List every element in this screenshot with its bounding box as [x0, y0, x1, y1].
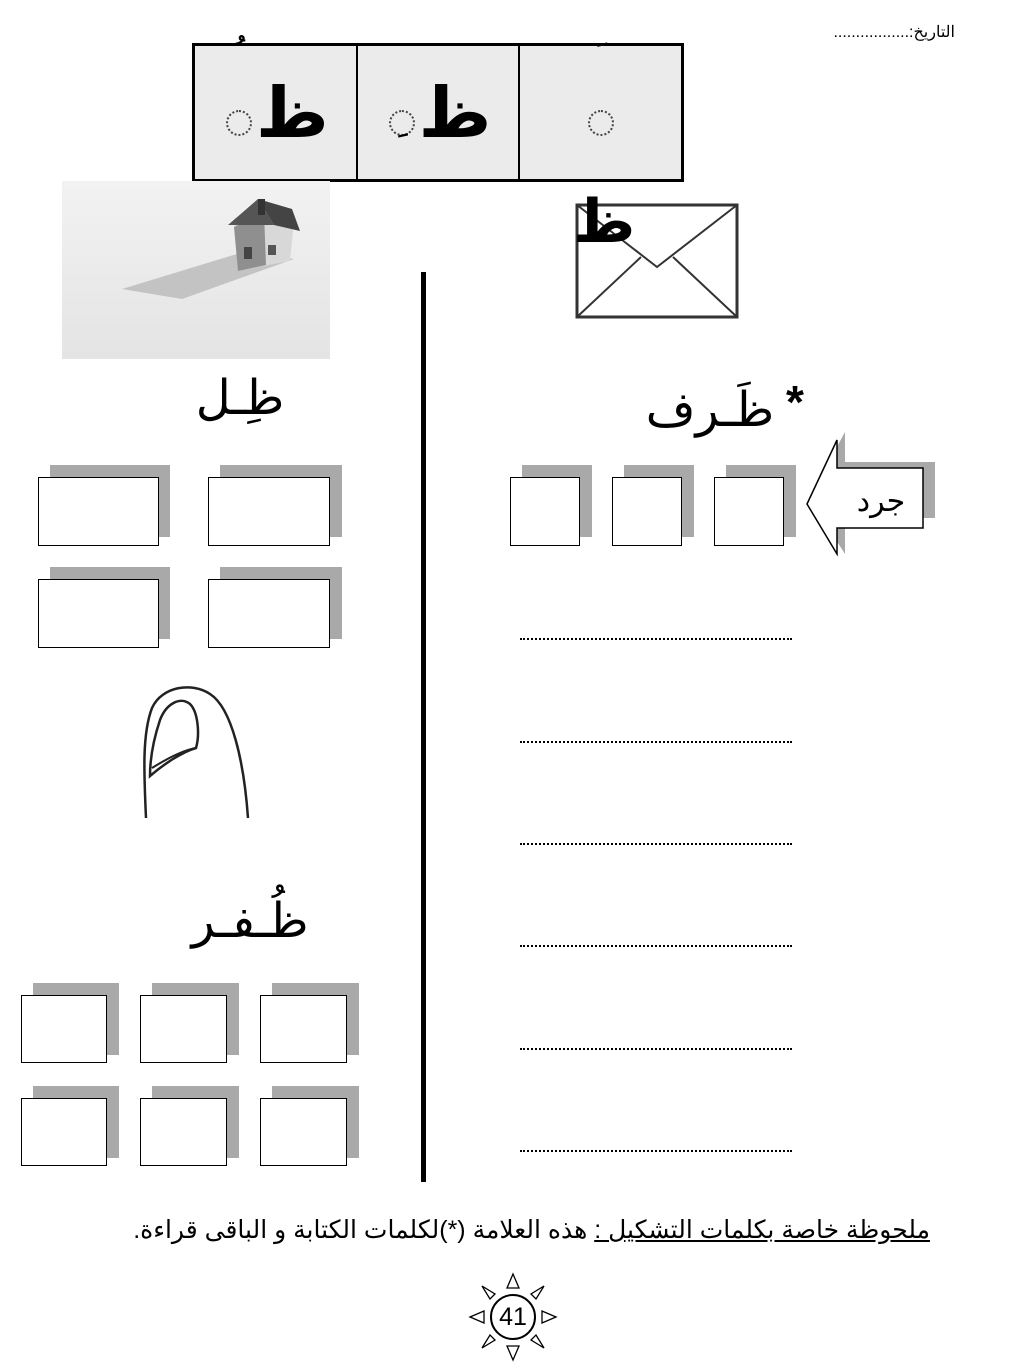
letter-box[interactable]	[510, 477, 580, 546]
letter-cell-kasra	[356, 46, 519, 179]
footer-note-text: هذه العلامة (*)لكلمات الكتابة و الباقى قراءة.	[133, 1216, 595, 1244]
answer-box[interactable]	[140, 995, 227, 1063]
dotted-circle-damma-icon	[222, 72, 256, 154]
page-number: 41	[499, 1303, 527, 1331]
letter-harakat-table	[192, 43, 684, 182]
letter-kasra: ظ	[418, 71, 492, 154]
envelope-image	[573, 187, 739, 319]
footer-note-heading: ملحوظة خاصة بكلمات التشكيل :	[594, 1216, 930, 1244]
fingernail-image	[140, 684, 255, 820]
dotted-circle-kasra-icon	[385, 72, 419, 154]
word-zufr: ظُـفـر	[191, 893, 309, 949]
envelope-letter: ظ	[573, 187, 636, 257]
writing-line[interactable]	[520, 1040, 792, 1050]
writing-line[interactable]	[520, 630, 792, 640]
page-number-badge	[468, 1272, 558, 1362]
answer-box[interactable]	[38, 477, 159, 546]
answer-box[interactable]	[260, 1098, 347, 1166]
writing-line[interactable]	[520, 733, 792, 743]
word-zarf: ظَـرف	[645, 382, 775, 438]
answer-box[interactable]	[140, 1098, 227, 1166]
date-field: التاريخ:.................	[833, 24, 955, 41]
writing-line[interactable]	[520, 1142, 792, 1152]
writing-line[interactable]	[520, 835, 792, 845]
letter-cell-fatha	[518, 46, 681, 179]
word-zil: ظِـل	[195, 370, 285, 426]
letter-cell-damma	[195, 46, 356, 179]
answer-box[interactable]	[208, 477, 330, 546]
answer-box[interactable]	[21, 995, 107, 1063]
letter-box[interactable]	[714, 477, 784, 546]
answer-box[interactable]	[38, 579, 159, 648]
writing-line[interactable]	[520, 937, 792, 947]
house-shadow-image	[62, 181, 330, 359]
center-divider	[421, 272, 426, 1182]
answer-box[interactable]	[208, 579, 330, 648]
letter-damma: ظ	[255, 71, 329, 154]
answer-box[interactable]	[21, 1098, 107, 1166]
arrow-label: جرد	[856, 484, 906, 519]
footer-note	[0, 1215, 930, 1245]
dotted-circle-fatha-icon	[584, 72, 618, 154]
letter-box[interactable]	[612, 477, 682, 546]
arrow-label-shape	[805, 430, 940, 556]
writing-star-marker: *	[786, 376, 804, 428]
answer-box[interactable]	[260, 995, 347, 1063]
